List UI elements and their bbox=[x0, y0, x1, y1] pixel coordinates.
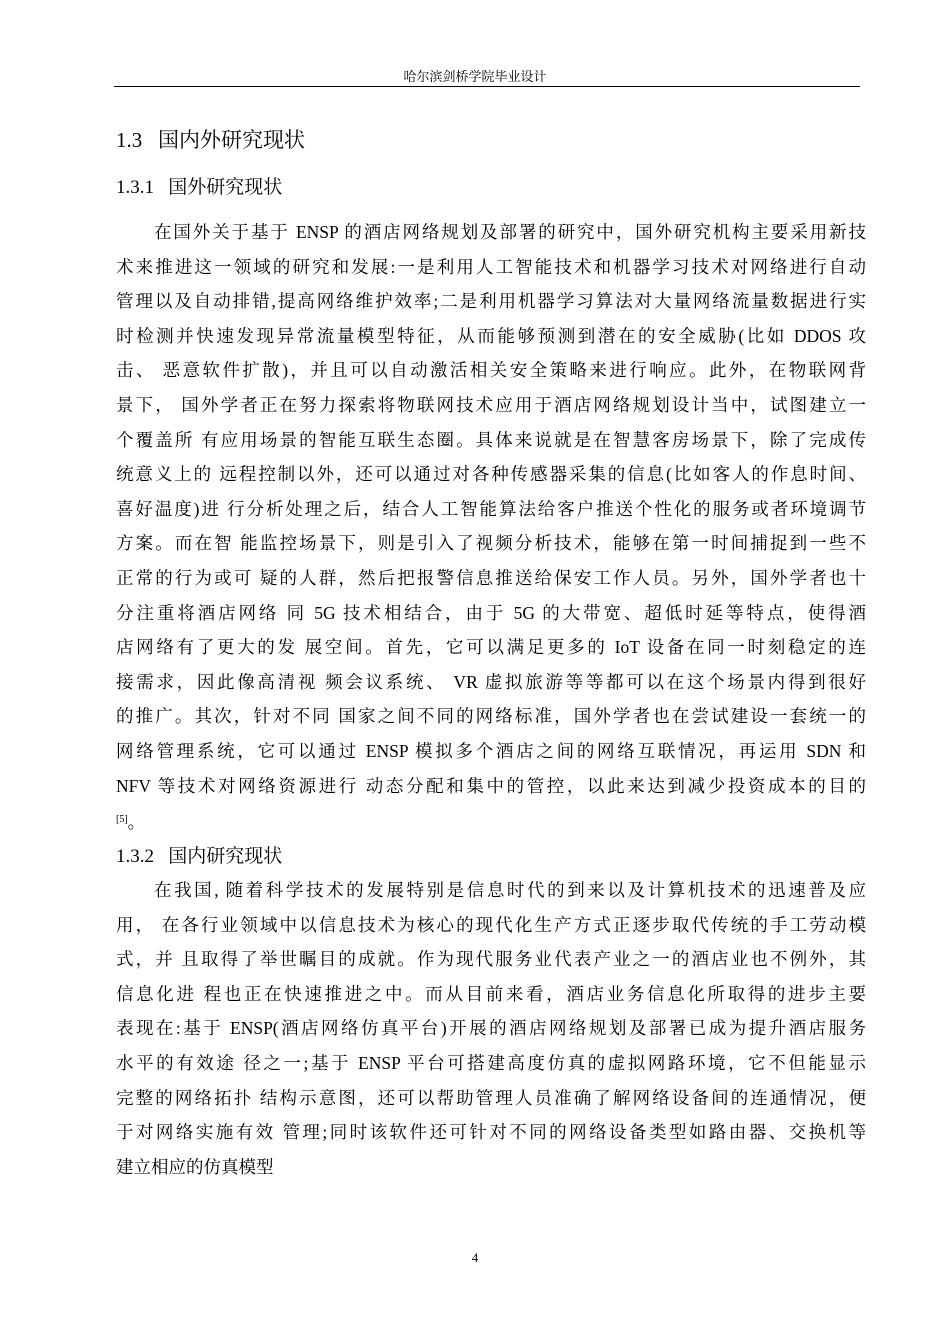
text-line: 接需求，因此像高清视 频会议系统、 VR 虚拟旅游等等都可以在这个场景内得到很好 bbox=[116, 671, 866, 692]
text-line: NFV 等技术对网络资源进行 动态分配和集中的管控，以此来达到减少投资成本的目的 bbox=[116, 775, 866, 796]
page-number: 4 bbox=[471, 1250, 479, 1265]
citation-ref: [5] bbox=[116, 814, 128, 826]
subsection-heading-domestic bbox=[116, 845, 282, 869]
text-line: 于对网络实施有效 管理;同时该软件还可针对不同的网络设备类型如路由器、交换机等 bbox=[116, 1122, 866, 1143]
text-line: 的推广。其次，针对不同 国家之间不同的网络标准，国外学者也在尝试建设一套统一的 bbox=[116, 706, 866, 727]
subsection-title: 国内研究现状 bbox=[168, 846, 283, 867]
citation-line bbox=[116, 803, 866, 838]
sentence-end: 。 bbox=[127, 812, 146, 833]
header-rule bbox=[114, 86, 860, 87]
text-line: 术来推进这一领域的研究和发展:一是利用人工智能技术和机器学习技术对网络进行自动 bbox=[116, 256, 866, 277]
section-title: 国内外研究现状 bbox=[158, 128, 305, 152]
text-line: 分注重将酒店网络 同 5G 技术相结合，由于 5G 的大带宽、超低时延等特点，使得酒 bbox=[116, 602, 866, 623]
subsection-heading-foreign bbox=[116, 176, 282, 200]
text-line: 网络管理系统，它可以通过 ENSP 模拟多个酒店之间的网络互联情况，再运用 SDN 和 bbox=[116, 740, 866, 761]
text-line: 管理以及自动排错,提高网络维护效率;二是利用机器学习算法对大量网络流量数据进行实 bbox=[116, 291, 866, 312]
text-line: 时检测并快速发现异常流量模型特征，从而能够预测到潜在的安全威胁(比如 DDOS 攻 bbox=[116, 325, 866, 346]
text-line: 方案。而在智 能监控场景下，则是引入了视频分析技术，能够在第一时间捕捉到一些不 bbox=[116, 533, 866, 554]
text-line: 水平的有效途 径之一;基于 ENSP 平台可搭建高度仿真的虚拟网路环境，它不但能显示 bbox=[116, 1052, 866, 1073]
text-line: 建立相应的仿真模型 bbox=[116, 1156, 274, 1177]
text-line: 在国外关于基于 ENSP 的酒店网络规划及部署的研究中，国外研究机构主要采用新技 bbox=[154, 222, 866, 242]
text-line: 完整的网络拓扑 结构示意图，还可以帮助管理人员准确了解网络设备间的连通情况，便 bbox=[116, 1087, 866, 1108]
text-line: 信息化进 程也正在快速推进之中。而从目前来看，酒店业务信息化所取得的进步主要 bbox=[116, 983, 866, 1004]
section-heading bbox=[116, 124, 305, 154]
text-line: 击、 恶意软件扩散)，并且可以自动激活相关安全策略来进行响应。此外，在物联网背 bbox=[116, 360, 866, 381]
text-line: 喜好温度)进 行分析处理之后，结合人工智能算法给客户推送个性化的服务或者环境调节 bbox=[116, 498, 866, 519]
text-line: 店网络有了更大的发 展空间。首先，它可以满足更多的 IoT 设备在同一时刻稳定的连 bbox=[116, 637, 866, 658]
paragraph-foreign-research bbox=[116, 215, 866, 838]
text-line: 正常的行为或可 疑的人群，然后把报警信息推送给保安工作人员。另外，国外学者也十 bbox=[116, 567, 866, 588]
text-line: 景下， 国外学者正在努力探索将物联网技术应用于酒店网络规划设计当中，试图建立一 bbox=[116, 394, 866, 415]
subsection-number: 1.3.1 bbox=[116, 177, 154, 198]
text-line: 个覆盖所 有应用场景的智能互联生态圈。具体来说就是在智慧客房场景下，除了完成传 bbox=[116, 429, 866, 450]
text-line: 统意义上的 远程控制以外，还可以通过对各种传感器采集的信息(比如客人的作息时间、 bbox=[116, 464, 866, 485]
text-line: 式，并 且取得了举世瞩目的成就。作为现代服务业代表产业之一的酒店业也不例外，其 bbox=[116, 949, 866, 970]
section-number: 1.3 bbox=[116, 128, 143, 152]
text-line: 表现在:基于 ENSP(酒店网络仿真平台)开展的酒店网络规划及部署已成为提升酒店服务 bbox=[116, 1018, 866, 1039]
subsection-number: 1.3.2 bbox=[116, 846, 154, 867]
subsection-title: 国外研究现状 bbox=[168, 177, 283, 198]
text-line: 在我国, 随着科学技术的发展特别是信息时代的到来以及计算机技术的迅速普及应 bbox=[154, 880, 866, 900]
text-line: 用， 在各行业领域中以信息技术为核心的现代化生产方式正逐步取代传统的手工劳动模 bbox=[116, 914, 866, 935]
running-header: 哈尔滨剑桥学院毕业设计 bbox=[403, 69, 547, 84]
paragraph-domestic-research bbox=[116, 873, 866, 1184]
